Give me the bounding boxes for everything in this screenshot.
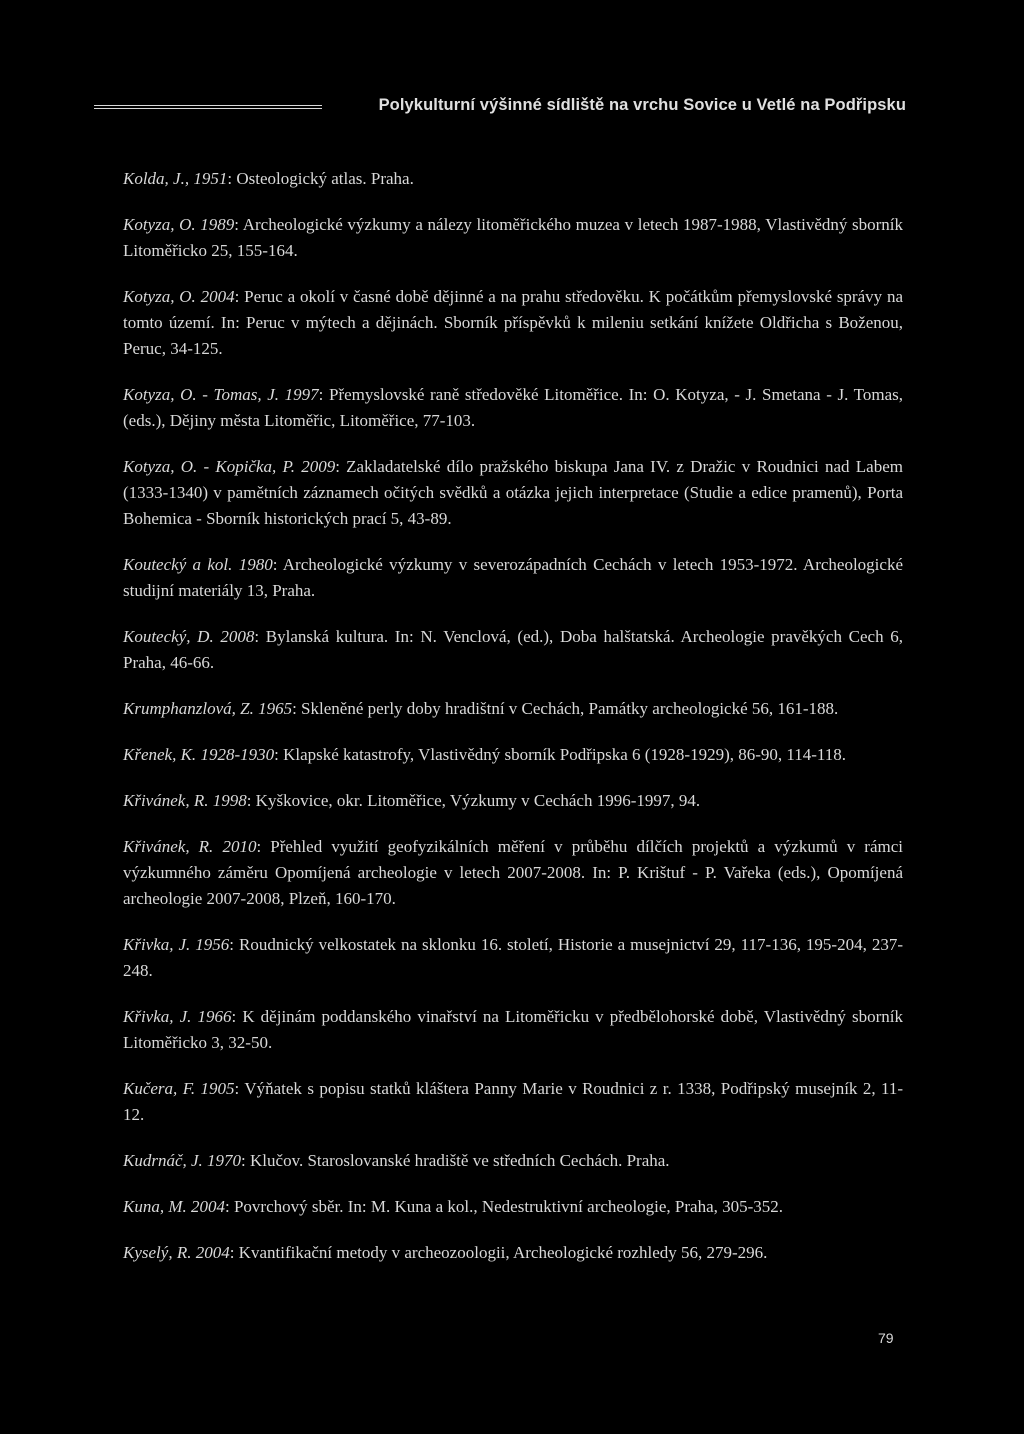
reference-author: Křivánek, R. xyxy=(123,791,213,810)
reference-year: 1997 xyxy=(284,385,319,404)
reference-year: 1965 xyxy=(258,699,293,718)
reference-item xyxy=(123,166,903,192)
reference-author: Koutecký, D. xyxy=(123,627,221,646)
reference-year: 1905 xyxy=(200,1079,235,1098)
reference-author: Kyselý, R. xyxy=(123,1243,196,1262)
reference-text: : Archeologické výzkumy a nálezy litoměřického muzea v letech 1987-1988, Vlastivědný sborník Litoměřicko 25, 155-164. xyxy=(123,215,904,260)
reference-text: : Kyškovice, okr. Litoměřice, Výzkumy v Cechách 1996-1997, 94. xyxy=(246,791,701,810)
reference-list xyxy=(123,166,903,1266)
reference-year: 2010 xyxy=(222,837,257,856)
reference-year: 2008 xyxy=(220,627,255,646)
reference-year: 1970 xyxy=(207,1151,242,1170)
reference-author: Kotyza, O. - Tomas, J. xyxy=(123,385,285,404)
reference-author: Kudrnáč, J. xyxy=(123,1151,208,1170)
reference-text: : Přemyslovské raně středověké Litoměřice. In: O. Kotyza, - J. Smetana - J. Tomas, (eds.), Dějiny města Litoměřic, Litoměřice, 77-103. xyxy=(123,385,903,430)
reference-text: : Archeologické výzkumy v severozápadních Cechách v letech 1953-1972. Archeologické studijní materiály 13, Praha. xyxy=(123,555,903,600)
reference-author: Kolda, J., xyxy=(123,169,194,188)
reference-year: 1956 xyxy=(195,935,230,954)
reference-text: : Kvantifikační metody v archeozoologii, Archeologické rozhledy 56, 279-296. xyxy=(229,1243,768,1262)
reference-item xyxy=(123,1076,903,1128)
reference-item xyxy=(123,834,903,912)
reference-text: : Roudnický velkostatek na sklonku 16. století, Historie a musejnictví 29, 117-136, 195-204, 237-248. xyxy=(123,935,903,980)
page-number: 79 xyxy=(878,1330,894,1346)
header-rule xyxy=(94,105,322,109)
running-header xyxy=(94,96,906,120)
reference-item xyxy=(123,742,903,768)
reference-author: Koutecký a kol. xyxy=(123,555,239,574)
reference-author: Kotyza, O. xyxy=(123,215,201,234)
reference-year: 1980 xyxy=(238,555,273,574)
reference-author: Kučera, F. xyxy=(123,1079,201,1098)
reference-text: : Osteologický atlas. Praha. xyxy=(227,169,414,188)
reference-year: 1951 xyxy=(193,169,228,188)
reference-year: 1966 xyxy=(197,1007,232,1026)
reference-text: : Klučov. Staroslovanské hradiště ve středních Cechách. Praha. xyxy=(241,1151,670,1170)
reference-year: 1989 xyxy=(200,215,235,234)
reference-author: Kotyza, O. xyxy=(123,287,201,306)
reference-item xyxy=(123,454,903,532)
reference-text: : Povrchový sběr. In: M. Kuna a kol., Nedestruktivní archeologie, Praha, 305-352. xyxy=(225,1197,784,1216)
reference-year: 2004 xyxy=(191,1197,225,1216)
reference-item xyxy=(123,696,903,722)
reference-item xyxy=(123,624,903,676)
reference-item xyxy=(123,932,903,984)
reference-text: : K dějinám poddanského vinařství na Litoměřicku v předbělohorské době, Vlastivědný sborník Litoměřicko 3, 32-50. xyxy=(123,1007,903,1052)
reference-year: 1928-1930 xyxy=(200,745,275,764)
reference-author: Křivánek, R. xyxy=(123,837,223,856)
reference-author: Kuna, M. xyxy=(123,1197,191,1216)
reference-text: : Zakladatelské dílo pražského biskupa Jana IV. z Dražic v Roudnici nad Labem (1333-1340) v pamětních záznamech očitých svědků a otázka jejich interpretace (Studie a edice pramenů), Porta Bohemica - Sborník historických prací 5, 43-89. xyxy=(123,457,903,528)
reference-item xyxy=(123,212,903,264)
reference-item xyxy=(123,1004,903,1056)
header-title: Polykulturní výšinné sídliště na vrchu Sovice u Vetlé na Podřipsku xyxy=(378,96,906,114)
reference-year: 2004 xyxy=(195,1243,230,1262)
reference-year: 1998 xyxy=(212,791,247,810)
reference-text: : Bylanská kultura. In: N. Venclová, (ed.), Doba halštatská. Archeologie pravěkých Cech 6, Praha, 46-66. xyxy=(123,627,903,672)
reference-item xyxy=(123,284,903,362)
reference-item xyxy=(123,1240,903,1266)
reference-item xyxy=(123,382,903,434)
reference-author: Krumphanzlová, Z. xyxy=(123,699,259,718)
reference-author: Křivka, J. xyxy=(123,1007,198,1026)
reference-item xyxy=(123,552,903,604)
reference-text: : Přehled využití geofyzikálních měření v průběhu dílčích projektů a výzkumů v rámci výzkumného záměru Opomíjená archeologie v letech 2007-2008. In: P. Krištuf - P. Vařeka (eds.), Opomíjená archeologie 2007-2008, Plzeň, 160-170. xyxy=(123,837,904,908)
reference-year: 2004 xyxy=(200,287,235,306)
reference-author: Křenek, K. xyxy=(123,745,201,764)
reference-text: : Klapské katastrofy, Vlastivědný sborník Podřipska 6 (1928-1929), 86-90, 114-118. xyxy=(274,745,847,764)
reference-item xyxy=(123,1194,903,1220)
reference-author: Křivka, J. xyxy=(123,935,196,954)
reference-item xyxy=(123,788,903,814)
reference-text: : Peruc a okolí v časné době dějinné a na prahu středověku. K počátkům přemyslovské správy na tomto území. In: Peruc v mýtech a dějinách. Sborník příspěvků k mileniu setkání knížete Oldřicha s Boženou, Peruc, 34-125. xyxy=(123,287,903,358)
reference-author: Kotyza, O. - Kopička, P. xyxy=(123,457,302,476)
reference-year: 2009 xyxy=(301,457,336,476)
reference-text: : Výňatek s popisu statků kláštera Panny Marie v Roudnici z r. 1338, Podřipský musejník 2, 11-12. xyxy=(123,1079,903,1124)
reference-text: : Skleněné perly doby hradištní v Cechách, Památky archeologické 56, 161-188. xyxy=(292,699,839,718)
reference-item xyxy=(123,1148,903,1174)
